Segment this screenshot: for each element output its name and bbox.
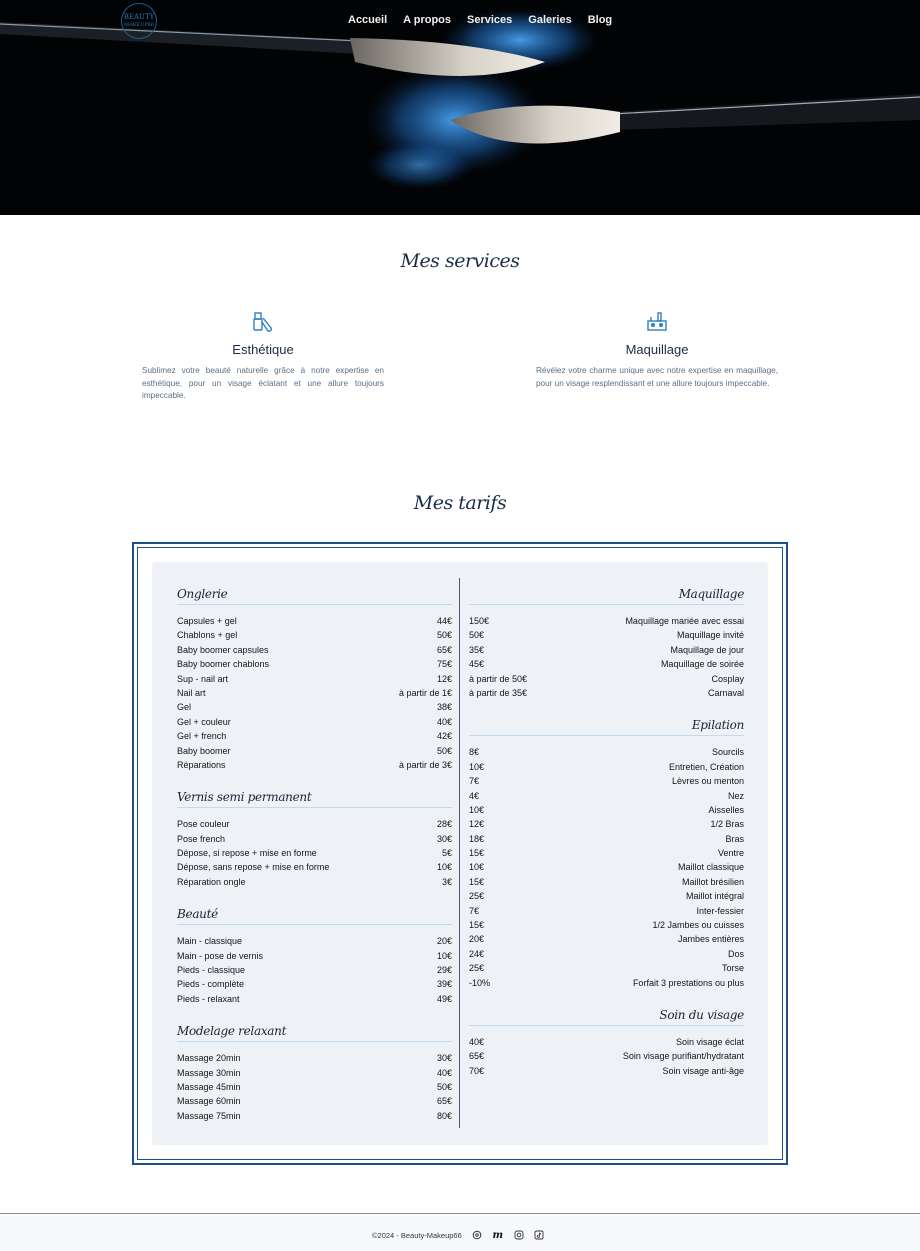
price-category-maquillage <box>469 587 744 700</box>
service-price: 70€ <box>469 1065 485 1076</box>
service-name: Bras <box>725 833 744 844</box>
service-price: 7€ <box>469 905 480 916</box>
tarifs-title: Mes tarifs <box>413 492 507 514</box>
service-name: Soin visage éclat <box>675 1036 744 1047</box>
service-name: Dépose, si repose + mise en forme <box>177 848 317 859</box>
service-price: 10€ <box>436 862 452 873</box>
service-description: Sublimez votre beauté naturelle grâce à notre expertise en esthétique, pour un visage éclatant et une allure toujours impeccable. <box>142 366 384 400</box>
price-row <box>469 932 744 946</box>
column-divider <box>459 578 460 1128</box>
price-row <box>177 1080 452 1094</box>
service-price: 15€ <box>469 920 485 931</box>
service-name: Inter-fessier <box>696 905 744 916</box>
service-name: Gel + couleur <box>177 716 231 727</box>
service-price: 8€ <box>469 747 480 758</box>
service-price: à partir de 1€ <box>398 687 452 698</box>
service-name: Entretien, Création <box>668 761 744 772</box>
nav-galeries[interactable]: Galeries <box>528 14 572 26</box>
service-name: Lèvres ou menton <box>671 776 744 787</box>
category-title: Maquillage <box>469 587 744 605</box>
service-price: 50€ <box>436 630 452 641</box>
service-name: Main - classique <box>177 936 243 947</box>
price-row <box>469 745 744 759</box>
service-name: Baby boomer capsules <box>177 644 269 655</box>
service-price: 5€ <box>441 848 452 859</box>
price-row <box>469 904 744 918</box>
service-price: 25€ <box>469 891 485 902</box>
price-category-vernis-semi-permanent <box>177 790 452 889</box>
service-name: Dos <box>727 948 744 959</box>
service-name: Maquillage de soirée <box>660 659 744 670</box>
service-price: 30€ <box>436 1053 452 1064</box>
service-price: 75€ <box>436 659 452 670</box>
instagram-icon[interactable] <box>514 1230 524 1240</box>
service-name: Maquillage de jour <box>670 644 744 655</box>
service-name: Ventre <box>717 848 744 859</box>
service-price: 15€ <box>469 876 485 887</box>
price-row <box>469 643 744 657</box>
service-price: à partir de 35€ <box>469 687 528 698</box>
price-row <box>469 918 744 932</box>
service-price: 50€ <box>469 630 485 641</box>
main-nav <box>348 14 628 26</box>
m-brand-icon[interactable]: m <box>492 1229 504 1241</box>
service-name: Massage 75min <box>177 1110 241 1121</box>
service-name: Gel + french <box>177 731 227 742</box>
service-name: Main - pose de vernis <box>177 950 264 961</box>
service-name: Maillot brésilien <box>681 876 744 887</box>
service-price: 24€ <box>469 948 485 959</box>
service-name: Maquillage invité <box>676 630 744 641</box>
service-name: Torse <box>721 963 744 974</box>
price-row <box>177 686 452 700</box>
service-name: Dépose, sans repose + mise en forme <box>177 862 330 873</box>
service-name: Pieds - relaxant <box>177 993 240 1004</box>
service-name: Soin visage anti-âge <box>662 1065 744 1076</box>
service-price: 35€ <box>469 644 485 655</box>
price-row <box>177 643 452 657</box>
footer-content <box>372 1230 544 1240</box>
price-row <box>177 729 452 743</box>
service-name: Maquillage mariée avec essai <box>625 616 744 626</box>
service-title: Esthétique <box>232 342 294 357</box>
price-row <box>177 992 452 1006</box>
price-row <box>177 817 452 831</box>
service-price: 29€ <box>436 965 452 976</box>
service-price: 7€ <box>469 776 480 787</box>
tiktok-icon[interactable] <box>534 1230 544 1240</box>
price-row <box>469 1049 744 1063</box>
price-row <box>469 686 744 700</box>
service-name: Capsules + gel <box>177 616 237 626</box>
price-row <box>469 832 744 846</box>
service-price: 3€ <box>441 876 452 887</box>
nav-accueil[interactable]: Accueil <box>348 14 388 26</box>
service-price: 44€ <box>436 616 452 626</box>
service-price: 39€ <box>436 979 452 990</box>
price-row <box>177 963 452 977</box>
service-title: Maquillage <box>625 342 689 357</box>
service-price: 45€ <box>469 659 485 670</box>
category-title: Beauté <box>177 907 452 925</box>
service-description: Révélez votre charme unique avec notre expertise en maquillage, pour un visage resplendissant et une allure toujours impeccable. <box>536 366 778 388</box>
service-price: 12€ <box>469 819 485 830</box>
price-column-right <box>469 587 744 1096</box>
price-row <box>177 672 452 686</box>
price-row <box>177 628 452 642</box>
price-row <box>469 860 744 874</box>
price-row <box>469 947 744 961</box>
nav-a-propos[interactable]: A propos <box>403 14 452 26</box>
service-name: Nail art <box>177 687 206 698</box>
nail-polish-icon <box>251 310 275 334</box>
service-name: Massage 20min <box>177 1053 241 1064</box>
threads-icon[interactable] <box>472 1230 482 1240</box>
price-row <box>469 889 744 903</box>
price-row <box>177 1109 452 1123</box>
price-row <box>177 700 452 714</box>
service-name: Sup - nail art <box>177 673 229 684</box>
service-price: 20€ <box>436 936 452 947</box>
price-row <box>469 760 744 774</box>
service-price: à partir de 3€ <box>398 759 452 770</box>
service-price: 15€ <box>469 848 485 859</box>
nav-blog[interactable]: Blog <box>587 14 613 26</box>
services-title: Mes services <box>400 250 520 272</box>
service-name: Réparation ongle <box>177 876 246 887</box>
service-name: Pose couleur <box>177 819 230 830</box>
service-price: 50€ <box>436 1081 452 1092</box>
service-name: Massage 60min <box>177 1096 241 1107</box>
service-price: 38€ <box>436 702 452 713</box>
price-row <box>469 657 744 671</box>
service-name: Sourcils <box>711 747 744 758</box>
price-row <box>177 846 452 860</box>
copyright-text: ©2024 - Beauty-Makeup66 <box>372 1230 462 1240</box>
service-price: 65€ <box>469 1051 485 1062</box>
service-price: 150€ <box>469 616 490 626</box>
service-name: Pieds - complète <box>177 979 245 990</box>
service-maquillage <box>536 310 778 390</box>
service-name: Aisselles <box>708 804 744 815</box>
price-row <box>469 846 744 860</box>
service-name: Maillot intégral <box>685 891 744 902</box>
price-row <box>469 628 744 642</box>
service-price: 40€ <box>436 1067 452 1078</box>
price-row <box>469 961 744 975</box>
category-title: Epilation <box>469 718 744 736</box>
price-category-epilation <box>469 718 744 990</box>
service-name: Jambes entières <box>677 934 744 945</box>
price-row <box>177 832 452 846</box>
price-row <box>177 744 452 758</box>
service-name: Soin visage purifiant/hydratant <box>622 1051 744 1062</box>
service-price: 49€ <box>436 993 452 1004</box>
price-row <box>177 860 452 874</box>
price-row <box>177 1094 452 1108</box>
brand-logo[interactable]: BEAUTY MAKEUP66 <box>121 3 157 39</box>
service-name: Massage 45min <box>177 1081 241 1092</box>
service-price: 65€ <box>436 644 452 655</box>
service-name: Cosplay <box>711 673 744 684</box>
service-price: 40€ <box>436 716 452 727</box>
service-price: 42€ <box>436 731 452 742</box>
service-name: Baby boomer chablons <box>177 659 270 670</box>
nav-services[interactable]: Services <box>467 14 513 26</box>
service-name: Nez <box>727 790 744 801</box>
service-price: 18€ <box>469 833 485 844</box>
service-price: à partir de 50€ <box>469 673 528 684</box>
price-category-soin-du-visage <box>469 1008 744 1078</box>
service-price: 28€ <box>436 819 452 830</box>
service-name: Chablons + gel <box>177 630 238 641</box>
price-row <box>469 875 744 889</box>
price-row <box>177 1051 452 1065</box>
price-row <box>177 949 452 963</box>
price-row <box>469 672 744 686</box>
price-row <box>469 803 744 817</box>
service-name: 1/2 Bras <box>710 819 744 830</box>
category-title: Modelage relaxant <box>177 1024 452 1042</box>
service-name: Réparations <box>177 759 226 770</box>
service-name: Forfait 3 prestations ou plus <box>632 977 744 988</box>
service-name: Maillot classique <box>677 862 744 873</box>
price-row <box>177 715 452 729</box>
price-row <box>177 614 452 628</box>
service-price: 80€ <box>436 1110 452 1121</box>
service-name: Gel <box>177 702 192 713</box>
service-name: 1/2 Jambes ou cuisses <box>652 920 744 931</box>
price-row <box>177 934 452 948</box>
service-price: 25€ <box>469 963 485 974</box>
service-price: 40€ <box>469 1036 485 1047</box>
price-column-left <box>177 587 452 1141</box>
service-name: Pieds - classique <box>177 965 246 976</box>
service-price: 10€ <box>469 862 485 873</box>
service-esthetique <box>142 310 384 403</box>
service-name: Carnaval <box>707 687 744 698</box>
price-row <box>469 1064 744 1078</box>
price-row <box>177 875 452 889</box>
makeup-kit-icon <box>645 310 669 334</box>
service-name: Pose french <box>177 833 226 844</box>
price-row <box>469 817 744 831</box>
price-row <box>177 657 452 671</box>
price-category-beaute <box>177 907 452 1006</box>
price-row <box>469 774 744 788</box>
price-category-modelage-relaxant <box>177 1024 452 1123</box>
service-price: 10€ <box>469 761 485 772</box>
price-row <box>177 758 452 772</box>
category-title: Vernis semi permanent <box>177 790 452 808</box>
service-name: Baby boomer <box>177 745 231 756</box>
service-price: -10% <box>469 977 491 988</box>
hero-banner <box>0 0 920 215</box>
service-price: 65€ <box>436 1096 452 1107</box>
price-category-onglerie <box>177 587 452 772</box>
service-price: 10€ <box>436 950 452 961</box>
service-price: 12€ <box>436 673 452 684</box>
service-price: 4€ <box>469 790 480 801</box>
price-row <box>177 977 452 991</box>
service-name: Massage 30min <box>177 1067 241 1078</box>
price-row <box>177 1066 452 1080</box>
price-row <box>469 789 744 803</box>
service-price: 10€ <box>469 804 485 815</box>
price-row <box>469 1035 744 1049</box>
category-title: Soin du visage <box>469 1008 744 1026</box>
price-row <box>469 614 744 628</box>
category-title: Onglerie <box>177 587 452 605</box>
service-price: 30€ <box>436 833 452 844</box>
service-price: 50€ <box>436 745 452 756</box>
service-price: 20€ <box>469 934 485 945</box>
price-row <box>469 976 744 990</box>
